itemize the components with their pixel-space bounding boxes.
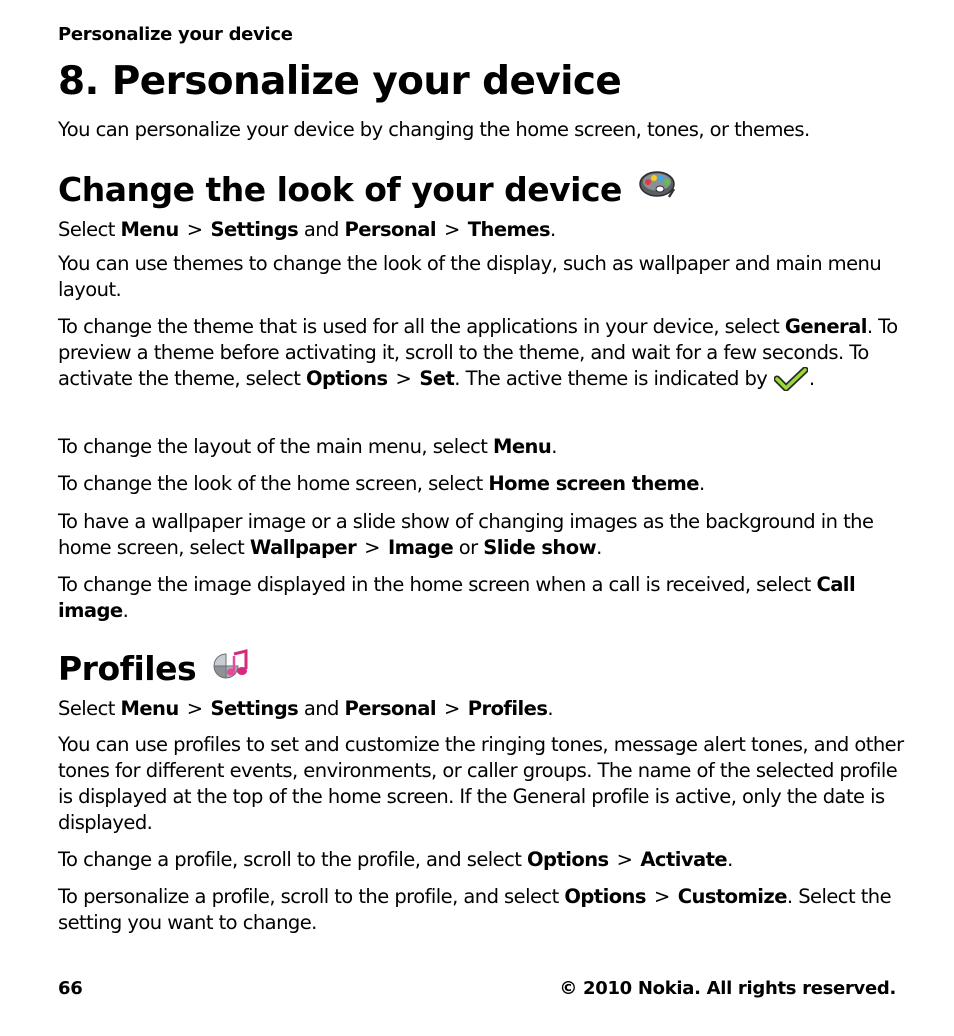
section-title: Change the look of your device bbox=[58, 170, 622, 209]
menu-item-settings: Settings bbox=[210, 697, 299, 720]
checkmark-icon bbox=[774, 367, 808, 398]
menu-item-personal: Personal bbox=[344, 697, 436, 720]
profiles-paragraph-3: To personalize a profile, scroll to the profile, and select Options > Customize. Select the setting you want to change. bbox=[58, 885, 892, 934]
chapter-intro: You can personalize your device by changing the home screen, tones, or themes. bbox=[58, 118, 810, 141]
themes-path: Select Menu > Settings and Personal > Themes. bbox=[58, 218, 556, 241]
menu-item-menu: Menu bbox=[120, 218, 179, 241]
themes-paragraph-6: To change the image displayed in the home screen when a call is received, select Call image. bbox=[58, 573, 856, 622]
chapter-title: 8. Personalize your device bbox=[58, 59, 622, 104]
profiles-path: Select Menu > Settings and Personal > Profiles. bbox=[58, 697, 554, 720]
themes-paragraph-5: To have a wallpaper image or a slide show of changing images as the background in the home screen, select Wallpaper > Image or Slide show. bbox=[58, 510, 874, 559]
menu-item-themes: Themes bbox=[467, 218, 551, 241]
palette-icon bbox=[638, 169, 676, 211]
menu-item-personal: Personal bbox=[344, 218, 436, 241]
section-title: Profiles bbox=[58, 649, 197, 688]
profiles-paragraph-2: To change a profile, scroll to the profile, and select Options > Activate. bbox=[58, 848, 733, 871]
themes-paragraph-2: To change the theme that is used for all the applications in your device, select General. To preview a theme before activating it, scroll to the theme, and wait for a few seconds. To activate the theme, select Options > Set. The active theme is indicated by . bbox=[58, 314, 908, 398]
page-number: 66 bbox=[58, 978, 83, 999]
themes-paragraph-1: You can use themes to change the look of the display, such as wallpaper and main menu layout. bbox=[58, 252, 882, 301]
themes-paragraph-3: To change the layout of the main menu, select Menu. bbox=[58, 435, 557, 458]
copyright-notice: © 2010 Nokia. All rights reserved. bbox=[559, 978, 896, 999]
section-heading-themes bbox=[58, 169, 676, 211]
profiles-icon bbox=[212, 648, 250, 690]
running-header: Personalize your device bbox=[58, 24, 293, 45]
themes-paragraph-4: To change the look of the home screen, select Home screen theme. bbox=[58, 472, 705, 495]
menu-item-profiles: Profiles bbox=[467, 697, 548, 720]
section-heading-profiles bbox=[58, 648, 250, 690]
menu-item-settings: Settings bbox=[210, 218, 299, 241]
menu-item-menu: Menu bbox=[120, 697, 179, 720]
profiles-paragraph-1: You can use profiles to set and customize the ringing tones, message alert tones, and other tones for different events, environments, or caller groups. The name of the selected profile is displayed at the top of the home screen. If the General profile is active, only the date is displayed. bbox=[58, 733, 904, 834]
